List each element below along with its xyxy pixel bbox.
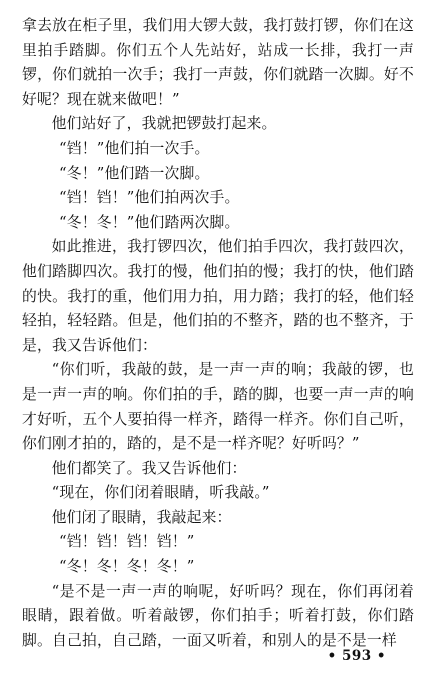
dialogue-line: “铛！铛！铛！铛！”: [59, 533, 195, 551]
dialogue-line: “现在，你们闭着眼睛，听我敲。”: [51, 484, 270, 502]
page-number: • 593 •: [327, 648, 386, 664]
paragraph: 他们闭了眼睛，我敲起来：: [51, 508, 232, 526]
dialogue-line: “铛！铛！”他们拍两次手。: [59, 189, 240, 207]
dialogue-line: “冬！冬！冬！冬！”: [59, 558, 195, 576]
body-text: [22, 14, 414, 653]
paragraph: 如此推进，我打锣四次，他们拍手四次，我打鼓四次，他们踏脚四次。我打的慢，他们拍的慢；我打的快，他们踏的快。我打的重，他们用力拍，用力踏；我打的轻，他们轻轻拍，轻轻踏。但是，他们拍的不整齐，踏的也不整齐，于是，我又告诉他们：: [22, 238, 414, 354]
dialogue-line: “冬！冬！”他们踏两次脚。: [59, 213, 240, 231]
paragraph: 他们站好了，我就把锣鼓打起来。: [51, 115, 277, 133]
dialogue-line: “冬！”他们踏一次脚。: [59, 164, 210, 182]
paragraph-continued: 拿去放在柜子里，我们用大锣大鼓，我打鼓打锣，你们在这里拍手踏脚。你们五个人先站好，站成一长排，我打一声锣，你们就拍一次手；我打一声鼓，你们就踏一次脚。好不好呢？现在就来做吧！”: [22, 17, 414, 108]
paragraph: “你们听，我敲的鼓，是一声一声的响；我敲的锣，也是一声一声的响。你们拍的手，踏的脚，也要一声一声的响才好听，五个人要拍得一样齐，踏得一样齐。你们自己听，你们刚才拍的，踏的，是不是一样齐呢？好听吗？”: [22, 361, 414, 453]
paragraph: “是不是一声一声的响呢，好听吗？现在，你们再闭着眼睛，跟着做。听着敲锣，你们拍手；听着打鼓，你们踏脚。自己拍，自己踏，一面又听着，和别人的是不是一样: [22, 582, 414, 649]
dialogue-line: “铛！”他们拍一次手。: [59, 139, 210, 157]
book-page: [22, 14, 414, 664]
paragraph: 他们都笑了。我又告诉他们：: [51, 459, 247, 477]
